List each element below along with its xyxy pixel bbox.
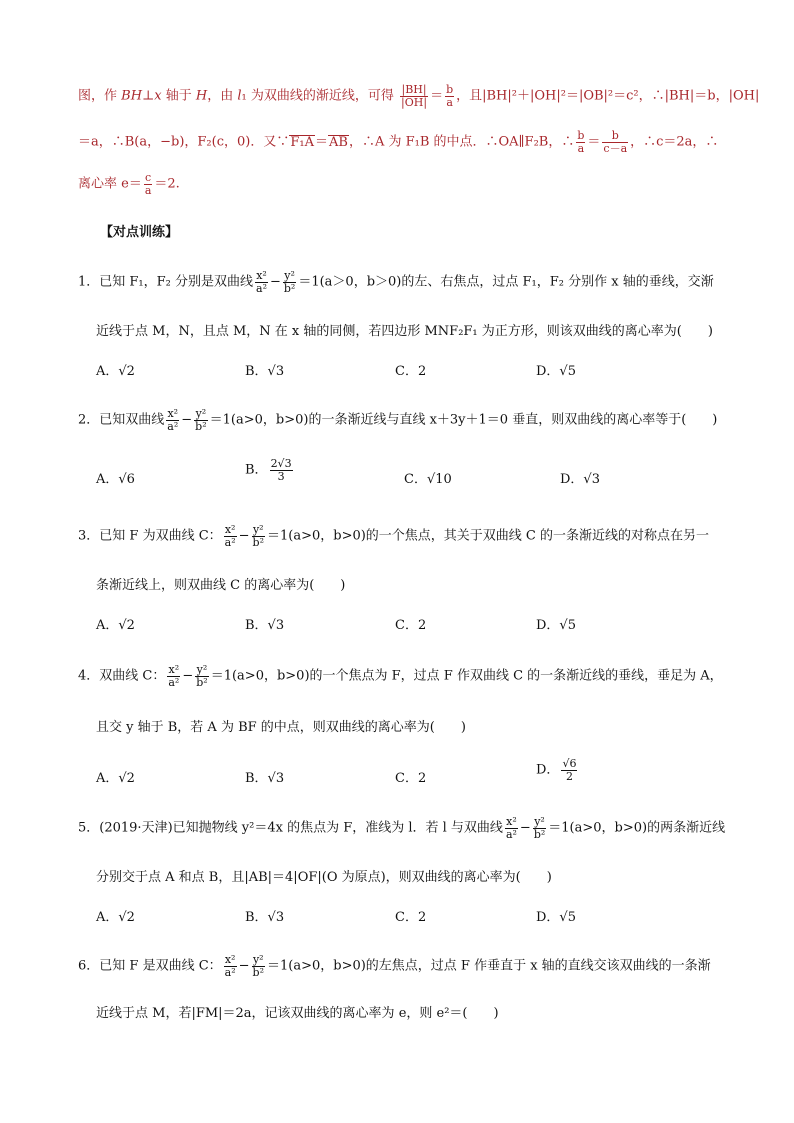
fraction-numerator: x²	[224, 953, 236, 966]
fraction-denominator: b²	[195, 419, 207, 433]
question-1-line-1	[78, 270, 714, 294]
minus-sign: −	[181, 412, 193, 428]
question-number: 5．	[78, 820, 100, 836]
minus-sign: −	[519, 820, 531, 836]
vector-ab: AB	[328, 134, 348, 150]
question-number: 4．	[78, 668, 100, 684]
fraction-b-c-minus-a	[602, 130, 628, 154]
fraction-numerator: x²	[168, 663, 180, 676]
option-c[interactable]: C．2	[395, 364, 427, 379]
question-1-line-2: 近线于点 M，N，且点 M，N 在 x 轴的同侧，若四边形 MNF₂F₁ 为正方形，则该双曲线的离心率为( )	[96, 324, 713, 339]
fraction-numerator: b	[602, 130, 628, 143]
option-c[interactable]: C．2	[395, 910, 427, 925]
fraction-denominator: a²	[168, 675, 180, 689]
question-2-line-1	[78, 408, 717, 432]
fraction-denominator: 3	[277, 469, 285, 483]
fraction-x2-a2	[224, 954, 237, 978]
fraction-sqrt6-2	[561, 758, 577, 782]
minus-sign: −	[238, 528, 250, 544]
solution-text: ＝a，∴B(a，−b)，F₂(c，0)．又∵	[78, 134, 290, 150]
solution-text: 图，作	[78, 88, 122, 104]
fraction-x2-a2	[167, 664, 180, 688]
question-text: ＝1(a>0，b>0)的两条渐近线	[548, 820, 726, 836]
question-3-line-1	[78, 524, 709, 548]
solution-text: 离心率 e＝	[78, 176, 142, 192]
solution-text: 轴于	[161, 88, 196, 104]
fraction-x2-a2	[505, 816, 518, 840]
option-d[interactable]: D．√5	[536, 364, 576, 379]
solution-symbol: ＝	[587, 134, 601, 150]
solution-text: ，且|BH|²＋|OH|²＝|OB|²＝c²，∴|BH|＝b，|OH|	[456, 88, 760, 104]
question-number: 6．	[78, 958, 100, 974]
option-d[interactable]: D．√5	[536, 910, 576, 925]
option-c[interactable]: C．√10	[404, 472, 452, 487]
fraction-numerator: x²	[167, 407, 179, 420]
option-b[interactable]: B．√3	[245, 364, 285, 379]
solution-var: l	[237, 88, 242, 104]
fraction-denominator: a²	[224, 965, 236, 979]
fraction-numerator: x²	[224, 523, 236, 536]
question-text: ＝1(a＞0，b＞0)的左、右焦点，过点 F₁，F₂ 分别作 x 轴的垂线，交渐	[298, 274, 714, 290]
vector-f1a: F₁A	[290, 134, 314, 150]
question-text: ＝1(a>0，b>0)的一个焦点为 F，过点 F 作双曲线 C 的一条渐近线的垂线，垂足为 A，	[210, 668, 723, 684]
option-a[interactable]: A．√6	[96, 472, 135, 487]
option-b[interactable]: B．√3	[245, 771, 285, 786]
fraction-denominator: a	[144, 183, 152, 197]
question-text: 已知双曲线	[99, 412, 165, 428]
fraction-denominator: b²	[252, 535, 264, 549]
minus-sign: −	[238, 958, 250, 974]
option-d[interactable]: D．√3	[560, 472, 600, 487]
question-text: 已知 F 为双曲线 C：	[99, 528, 222, 544]
fraction-numerator: y²	[195, 407, 207, 420]
fraction-numerator: b	[577, 129, 585, 142]
option-d[interactable]	[536, 758, 579, 782]
question-6-line-1	[78, 954, 711, 978]
fraction-numerator: b	[446, 83, 454, 96]
question-text: (2019·天津)已知抛物线 y²＝4x 的焦点为 F，准线为 l．若 l 与双曲线	[99, 820, 503, 836]
solution-var: BH	[121, 88, 143, 104]
solution-symbol: ⊥	[142, 88, 155, 104]
fraction-2sqrt3-3	[270, 458, 293, 482]
fraction-y2-b2	[252, 954, 265, 978]
fraction-denominator: a²	[167, 419, 179, 433]
fraction-y2-b2	[533, 816, 546, 840]
solution-var: x	[154, 88, 162, 104]
fraction-denominator: a	[577, 141, 585, 155]
option-a[interactable]: A．√2	[96, 910, 135, 925]
option-d[interactable]: D．√5	[536, 618, 576, 633]
fraction-x2-a2	[224, 524, 237, 548]
solution-text: ，由	[207, 88, 238, 104]
fraction-denominator: b²	[196, 675, 208, 689]
option-label: B．	[245, 462, 268, 478]
question-5-line-2: 分别交于点 A 和点 B，且|AB|＝4|OF|(O 为原点)，则双曲线的离心率为( )	[96, 870, 552, 885]
question-number: 1．	[78, 274, 100, 290]
option-c[interactable]: C．2	[395, 618, 427, 633]
fraction-y2-b2	[283, 270, 296, 294]
fraction-bh-oh	[400, 84, 428, 108]
fraction-denominator: a²	[505, 827, 517, 841]
question-number: 3．	[78, 528, 100, 544]
fraction-y2-b2	[195, 664, 208, 688]
solution-symbol: ＝	[314, 134, 328, 150]
question-text: ＝1(a>0，b>0)的一个焦点，其关于双曲线 C 的一条渐近线的对称点在另一	[266, 528, 710, 544]
option-c[interactable]: C．2	[395, 771, 427, 786]
fraction-numerator: y²	[196, 663, 208, 676]
fraction-denominator: a²	[256, 281, 267, 295]
fraction-b-a	[445, 84, 454, 108]
minus-sign: −	[269, 274, 281, 290]
minus-sign: −	[182, 668, 194, 684]
question-5-line-1	[78, 816, 725, 840]
fraction-denominator: |OH|	[401, 95, 428, 109]
fraction-denominator: b²	[533, 827, 546, 841]
option-a[interactable]: A．√2	[96, 364, 135, 379]
question-text: 双曲线 C：	[99, 668, 166, 684]
option-b[interactable]: B．√3	[245, 910, 285, 925]
solution-line-1	[78, 84, 759, 108]
fraction-numerator: 2√3	[270, 457, 292, 470]
fraction-denominator: a	[446, 95, 453, 109]
fraction-y2-b2	[194, 408, 207, 432]
solution-symbol: ＝	[430, 88, 444, 104]
question-text: 已知 F₁，F₂ 分别是双曲线	[99, 274, 254, 290]
fraction-denominator: a²	[224, 535, 236, 549]
solution-line-3	[78, 172, 180, 196]
solution-text: 为双曲线的渐近线，可得	[246, 88, 394, 104]
solution-sub: ₁	[241, 88, 247, 104]
fraction-numerator: y²	[252, 523, 264, 536]
fraction-x2-a2	[255, 270, 268, 294]
question-6-line-2: 近线于点 M，若|FM|＝2a，记该双曲线的离心率为 e，则 e²＝( )	[96, 1006, 499, 1021]
question-number: 2．	[78, 412, 100, 428]
question-text: 已知 F 是双曲线 C：	[99, 958, 222, 974]
fraction-b-a-2	[576, 130, 585, 154]
fraction-numerator: x²	[506, 815, 517, 828]
fraction-numerator: √6	[562, 757, 577, 770]
fraction-numerator: x²	[256, 269, 267, 282]
solution-line-2	[78, 130, 718, 154]
fraction-c-a	[144, 172, 153, 196]
fraction-numerator: y²	[252, 953, 264, 966]
fraction-numerator: y²	[284, 269, 295, 282]
fraction-denominator: b²	[252, 965, 264, 979]
fraction-denominator: 2	[565, 769, 573, 783]
fraction-numerator: |BH|	[401, 83, 427, 96]
option-b[interactable]: B．√3	[245, 618, 285, 633]
solution-var: H	[195, 88, 208, 104]
fraction-numerator: y²	[534, 815, 545, 828]
option-b[interactable]	[245, 458, 295, 482]
fraction-numerator: c	[145, 171, 152, 184]
question-text: ＝1(a>0，b>0)的一条渐近线与直线 x＋3y＋1＝0 垂直，则双曲线的离心率等于( )	[209, 412, 718, 428]
solution-text: ，∴A 为 F₁B 的中点．∴OA∥F₂B，∴	[348, 134, 575, 150]
question-4-line-1	[78, 664, 723, 688]
section-title: 【对点训练】	[100, 225, 179, 240]
fraction-y2-b2	[252, 524, 265, 548]
solution-text: ，∴c＝2a，∴	[630, 134, 719, 150]
fraction-x2-a2	[166, 408, 179, 432]
option-label: D．	[536, 762, 560, 778]
option-a[interactable]: A．√2	[96, 618, 135, 633]
question-3-line-2: 条渐近线上，则双曲线 C 的离心率为( )	[96, 578, 346, 593]
fraction-denominator: b²	[283, 281, 296, 295]
option-a[interactable]: A．√2	[96, 771, 135, 786]
fraction-denominator: c－a	[603, 141, 628, 155]
question-4-line-2: 且交 y 轴于 B，若 A 为 BF 的中点，则双曲线的离心率为( )	[96, 720, 466, 735]
solution-text: ＝2.	[154, 176, 180, 192]
question-text: ＝1(a>0，b>0)的左焦点，过点 F 作垂直于 x 轴的直线交该双曲线的一条渐	[266, 958, 711, 974]
